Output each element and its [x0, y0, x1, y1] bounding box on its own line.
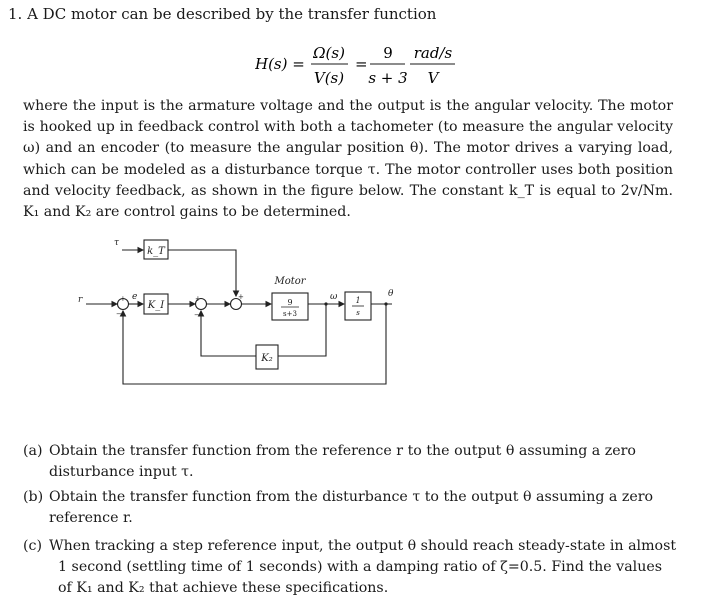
block-diagram [70, 226, 410, 410]
int-den: s [356, 309, 360, 317]
question-label: (b) [23, 489, 44, 505]
eq-num-9: 9 [383, 44, 393, 62]
e-label: e [132, 292, 138, 302]
question-a [23, 441, 636, 483]
question-text-cont: disturbance input τ. [49, 464, 194, 480]
sum2-plus: + [195, 295, 201, 303]
k1-label: K_I [147, 300, 165, 311]
kt-label: k_T [147, 246, 165, 257]
sum3-plus: + [238, 293, 244, 301]
k2-to-sum2 [201, 311, 256, 356]
eq-den-s3: s + 3 [368, 69, 408, 87]
question-text: Obtain the transfer function from the disturbance τ to the output θ assuming a zero [49, 489, 654, 505]
question-text-cont: reference r. [49, 510, 133, 526]
eq-den-v: V(s) [313, 69, 345, 87]
k2-label: K₂ [261, 353, 273, 364]
eq-num-omega: Ω(s) [313, 44, 345, 62]
sum2-minus: − [194, 311, 200, 319]
question-c [23, 536, 676, 599]
pickoff-dot-omega [324, 302, 327, 305]
eq-equals-2: = [355, 55, 368, 73]
motor-label: Motor [274, 276, 306, 287]
problem-description [23, 96, 673, 223]
description-line: where the input is the armature voltage and the output is the angular velocity. The motor [23, 98, 673, 114]
description-line: is hooked up in feedback control with both a tachometer (to measure the angular velocity [23, 119, 673, 136]
sum1-minus: − [116, 310, 122, 318]
motor-den: s+3 [283, 310, 297, 318]
question-label: (a) [23, 443, 43, 459]
question-text-cont: of K₁ and K₂ that achieve these specifications. [58, 580, 389, 596]
omega-label: ω [330, 292, 338, 302]
motor-num: 9 [287, 298, 293, 307]
pickoff-dot-theta [384, 302, 387, 305]
question-b [23, 487, 653, 529]
eq-unit-num: rad/s [413, 44, 453, 62]
eq-unit-den: V [427, 69, 439, 87]
description-line: ω) and an encoder (to measure the angular position θ). The motor drives a varying load, [23, 140, 673, 157]
transfer-function-equation [255, 38, 465, 90]
description-line: K₁ and K₂ are control gains to be determined. [23, 204, 351, 221]
eq-lhs: H(s) = [255, 55, 305, 73]
question-label: (c) [23, 538, 43, 554]
description-line: and velocity feedback, as shown in the figure below. The constant k_T is equal to 2v/Nm. [23, 182, 673, 199]
description-line: which can be modeled as a disturbance torque τ. The motor controller uses both position [23, 161, 673, 178]
question-text-cont: 1 second (settling time of 1 seconds) with a damping ratio of ζ=0.5. Find the values [58, 559, 663, 575]
question-text: When tracking a step reference input, the output θ should reach steady-state in almost [49, 538, 677, 554]
problem-title: 1. A DC motor can be described by the transfer function [8, 5, 437, 23]
question-text: Obtain the transfer function from the reference r to the output θ assuming a zero [49, 443, 636, 459]
r-label: r [78, 295, 83, 305]
sum1-plus: + [120, 295, 126, 303]
tau-label: τ [114, 238, 119, 248]
int-num: 1 [355, 296, 361, 305]
kt-to-sum3 [168, 250, 236, 296]
theta-label: θ [388, 289, 394, 299]
